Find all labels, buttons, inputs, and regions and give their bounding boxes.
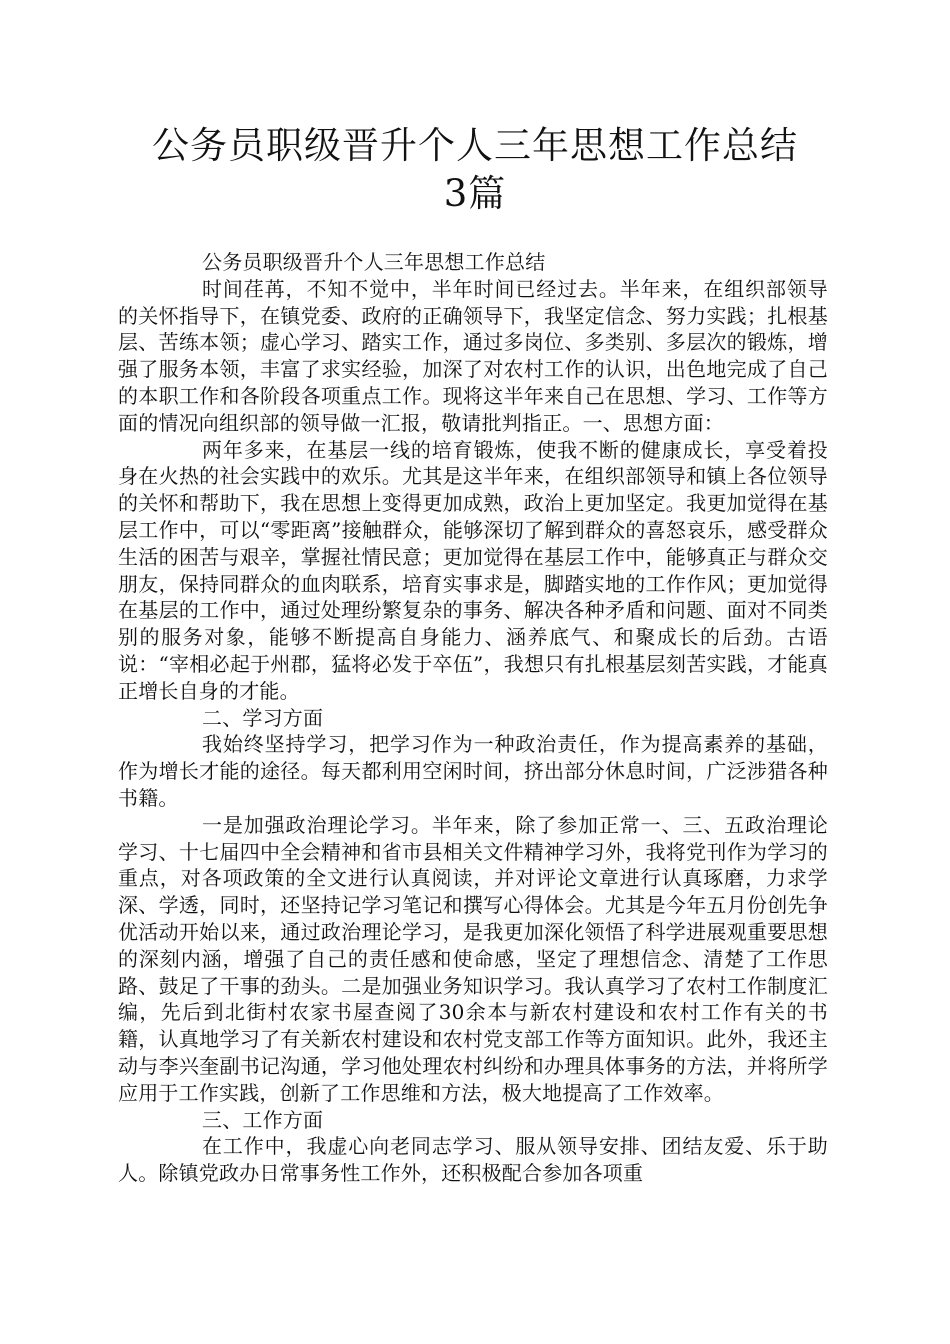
paragraph-thought: 两年多来，在基层一线的培育锻炼，使我不断的健康成长，享受着投身在火热的社会实践中的欢乐。尤其是这半年来，在组织部领导和镇上各位领导的关怀和帮助下，我在思想上变得更加成熟，政治上更加坚定。我更加觉得在基层工作中，可以“零距离”接触群众，能够深切了解到群众的喜怒哀乐，感受群众生活的困苦与艰辛，掌握社情民意；更加觉得在基层工作中，能够真正与群众交朋友，保持同群众的血肉联系，培育实事求是，脚踏实地的工作作风；更加觉得在基层的工作中，通过处理纷繁复杂的事务、解决各种矛盾和问题、面对不同类别的服务对象，能够不断提高自身能力、涵养底气、和聚成长的后劲。古语说：“宰相必起于州郡，猛将必发于卒伍”，我想只有扎根基层刻苦实践，才能真正增长自身的才能。 [118, 437, 828, 703]
paragraph-subtitle: 公务员职级晋升个人三年思想工作总结 [202, 250, 546, 274]
document-title: 公务员职级晋升个人三年思想工作总结3篇 [152, 124, 798, 215]
document-body [118, 249, 828, 1187]
paragraph-study-intro: 我始终坚持学习，把学习作为一种政治责任，作为提高素养的基础，作为增长才能的途径。每天都利用空闲时间，挤出部分休息时间，广泛涉猎各种书籍。 [118, 732, 828, 810]
section-heading-work: 三、工作方面 [202, 1107, 324, 1132]
section-heading-study: 二、学习方面 [202, 705, 324, 730]
paragraph-study-detail: 一是加强政治理论学习。半年来，除了参加正常一、三、五政治理论学习、十七届四中全会精神和省市县相关文件精神学习外，我将党刊作为学习的重点，对各项政策的全文进行认真阅读，并对评论文章进行认真琢磨，力求学深、学透，同时，还坚持记学习笔记和撰写心得体会。尤其是今年五月份创先争优活动开始以来，通过政治理论学习，是我更加深化领悟了科学进展观重要思想的深刻内涵，增强了自己的责任感和使命感，坚定了理想信念、清楚了工作思路、鼓足了干事的劲头。二是加强业务知识学习。我认真学习了农村工作制度汇编，先后到北街村农家书屋查阅了30余本与新农村建设和农村工作有关的书籍，认真地学习了有关新农村建设和农村党支部工作等方面知识。此外，我还主动与李兴奎副书记沟通，学习他处理农村纠纷和办理具体事务的方法，并将所学应用于工作实践，创新了工作思维和方法，极大地提高了工作效率。 [118, 812, 828, 1105]
paragraph-intro: 时间荏苒，不知不觉中，半年时间已经过去。半年来，在组织部领导的关怀指导下，在镇党委、政府的正确领导下，我坚定信念、努力实践；扎根基层、苦练本领；虚心学习、踏实工作，通过多岗位、多类别、多层次的锻炼，增强了服务本领，丰富了求实经验，加深了对农村工作的认识，出色地完成了自己的本职工作和各阶段各项重点工作。现将这半年来自己在思想、学习、工作等方面的情况向组织部的领导做一汇报，敬请批判指正。一、思想方面： [118, 276, 828, 435]
paragraph-work: 在工作中，我虚心向老同志学习、服从领导安排、团结友爱、乐于助人。除镇党政办日常事务性工作外，还积极配合参加各项重 [118, 1134, 828, 1186]
